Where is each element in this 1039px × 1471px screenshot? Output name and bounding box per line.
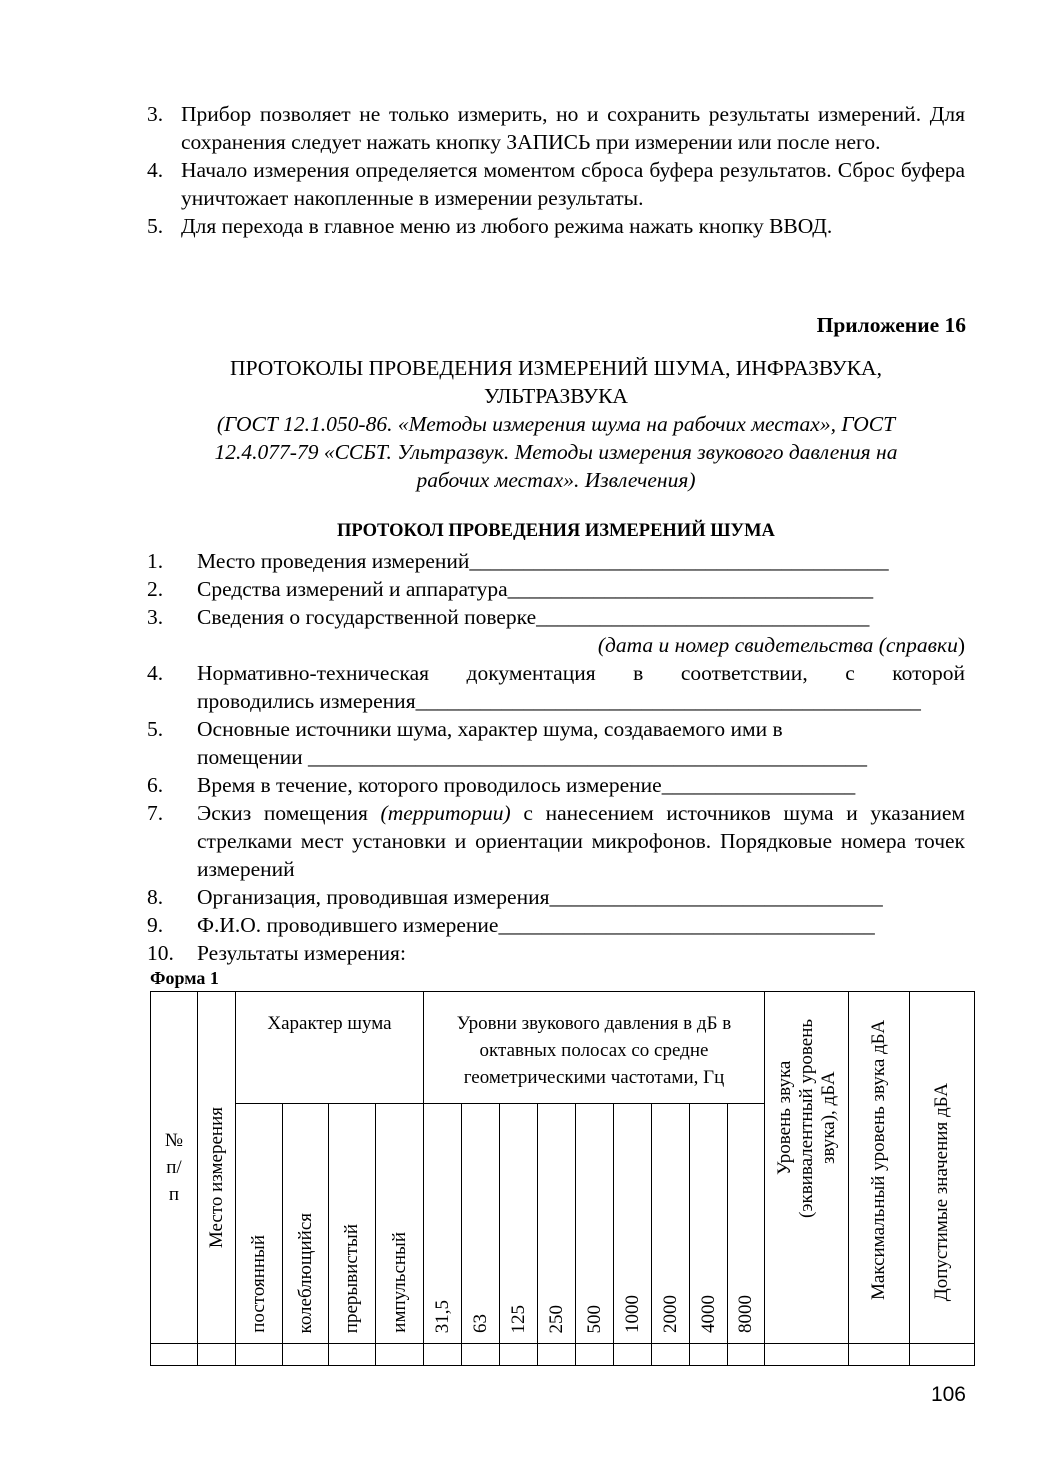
noise-type-header: постоянный	[236, 1104, 283, 1344]
verification-note-paren: )	[957, 633, 965, 657]
list-item-text: Прибор позволяет не только измерить, но и сохранить результаты измерений. Для сохранения следует нажать кнопку ЗАПИСЬ при измерении или после него.	[181, 102, 965, 154]
list-item	[147, 100, 965, 156]
protocol-item	[147, 939, 965, 967]
protocol-item-text: Результаты измерения:	[197, 941, 406, 965]
protocol-item-number: 1.	[147, 549, 164, 573]
verification-note	[147, 631, 965, 659]
protocol-item-text: Место проведения измерений_______________________________________	[197, 549, 889, 573]
col-place-header: Место измерения	[198, 992, 236, 1344]
frequency-header: 63	[462, 1104, 500, 1344]
noise-type-header: прерывистый	[329, 1104, 376, 1344]
noise-type-header: импульсный	[376, 1104, 424, 1344]
col-number-header: № п/ п	[151, 992, 198, 1344]
main-title	[150, 354, 962, 410]
list-item-number: 5.	[147, 214, 164, 238]
frequency-header: 31,5	[424, 1104, 462, 1344]
protocol-item-number: 9.	[147, 913, 164, 937]
list-item-number: 4.	[147, 158, 164, 182]
frequency-header: 8000	[728, 1104, 765, 1344]
subtitle-line: 12.4.077-79 «ССБТ. Ультразвук. Методы измерения звукового давления на	[214, 440, 898, 464]
list-item	[147, 212, 965, 240]
pressure-levels-group-header: Уровни звукового давления в дБ в октавных полосах со средне геометрическими частотами, Гц	[424, 992, 765, 1104]
protocol-item-text: помещении ____________________________________________________	[197, 745, 867, 769]
protocol-title: ПРОТОКОЛ ПРОВЕДЕНИЯ ИЗМЕРЕНИЙ ШУМА	[337, 521, 775, 541]
table-row	[151, 1344, 975, 1366]
noise-type-header: колеблющийся	[283, 1104, 329, 1344]
protocol-item-number: 2.	[147, 577, 164, 601]
list-item-number: 3.	[147, 102, 164, 126]
protocol-item-number: 8.	[147, 885, 164, 909]
frequency-header: 2000	[652, 1104, 690, 1344]
col-max-level-header: Максимальный уровень звука дБА	[849, 992, 910, 1344]
protocol-item	[147, 799, 965, 883]
protocol-item-text: Организация, проводившая измерения_______________________________	[197, 885, 883, 909]
protocol-item	[147, 659, 965, 715]
protocol-item-text: Ф.И.О. проводившего измерение___________________________________	[197, 913, 875, 937]
frequency-header: 125	[500, 1104, 538, 1344]
protocol-item-text: проводились измерения_______________________________________________	[197, 689, 921, 713]
noise-type-group-header: Характер шума	[236, 992, 424, 1104]
protocol-item	[147, 911, 965, 939]
main-title-line: УЛЬТРАЗВУКА	[484, 384, 628, 408]
col-allowed-header: Допустимые значения дБА	[910, 992, 975, 1344]
form-label: Форма 1	[150, 968, 219, 988]
frequency-header: 1000	[614, 1104, 652, 1344]
protocol-item	[147, 547, 965, 575]
protocol-item-number: 7.	[147, 801, 164, 825]
appendix-label: Приложение 16	[816, 313, 966, 337]
protocol-item	[147, 603, 965, 631]
instructions-list	[147, 100, 965, 240]
main-title-line: ПРОТОКОЛЫ ПРОВЕДЕНИЯ ИЗМЕРЕНИЙ ШУМА, ИНФРАЗВУКА,	[230, 356, 882, 380]
protocol-item-number: 10.	[147, 941, 174, 965]
subtitle-line: (ГОСТ 12.1.050-86. «Методы измерения шума на рабочих местах», ГОСТ	[216, 412, 896, 436]
protocol-item-text: Эскиз помещения	[197, 801, 381, 825]
protocol-item	[147, 715, 965, 771]
subtitle-line: рабочих местах». Извлечения)	[416, 468, 696, 492]
list-item	[147, 156, 965, 212]
list-item-text: Для перехода в главное меню из любого режима нажать кнопку ВВОД.	[181, 214, 833, 238]
protocol-item	[147, 575, 965, 603]
protocol-item	[147, 771, 965, 799]
protocol-item-italic: (территории)	[380, 801, 511, 825]
frequency-header: 4000	[690, 1104, 728, 1344]
protocol-item-text: Время в течение, которого проводилось измерение__________________	[197, 773, 856, 797]
protocol-list	[147, 547, 965, 967]
frequency-header: 500	[576, 1104, 614, 1344]
protocol-item-number: 5.	[147, 717, 164, 741]
protocol-item-text: с нанесением источников шума и указанием стрелками мест установки и ориентации микрофонов. Порядковые номера точек измерений	[197, 801, 965, 881]
protocol-item-number: 4.	[147, 661, 164, 685]
protocol-item-number: 3.	[147, 605, 164, 629]
verification-note-text: (дата и номер свидетельства (справки	[597, 633, 958, 657]
results-table	[150, 991, 975, 1366]
subtitle	[150, 410, 962, 494]
list-item-text: Начало измерения определяется моментом сброса буфера результатов. Сброс буфера уничтожает накопленные в измерении результаты.	[181, 158, 965, 210]
protocol-item	[147, 883, 965, 911]
page-number: 106	[930, 1383, 966, 1406]
protocol-item-number: 6.	[147, 773, 164, 797]
protocol-item-text: Нормативно-техническая документация в соответствии, с которой	[197, 661, 965, 685]
col-sound-level-header: Уровень звука (эквивалентный уровень звука), дБА	[765, 992, 849, 1344]
protocol-item-text: Сведения о государственной поверке_______________________________	[197, 605, 870, 629]
protocol-item-text: Средства измерений и аппаратура__________________________________	[197, 577, 874, 601]
frequency-header: 250	[538, 1104, 576, 1344]
protocol-item-text: Основные источники шума, характер шума, создаваемого ими в	[197, 717, 783, 741]
